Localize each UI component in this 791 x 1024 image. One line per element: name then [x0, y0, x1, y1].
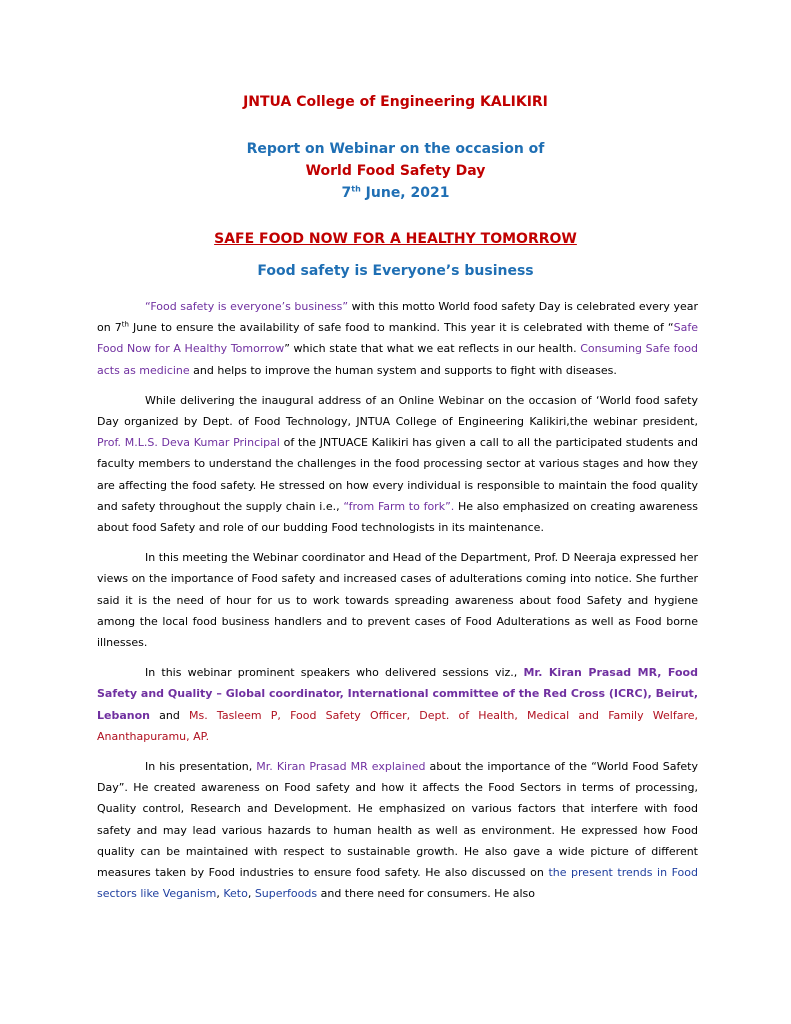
theme-heading: SAFE FOOD NOW FOR A HEALTHY TOMORROW	[214, 231, 577, 247]
text: of the JNTUACE Kalikiri has given a call to all the participated students and faculty members to understand the challenges in the food processing sector at various stages and how they are affecting the food safety. He stressed on how every individual is responsible to maintain the food quality and safety throughout the supply chain i.e.,	[97, 436, 698, 513]
keto-highlight: Keto	[223, 887, 248, 901]
text: While delivering the inaugural address of an Online Webinar on the occasion of ‘World food safety Day organized by Dept. of Food Technology, JNTUA College of Engineering Kalikiri,the webinar president,	[97, 393, 698, 429]
text: ,	[247, 887, 255, 901]
superscript: th	[121, 320, 129, 329]
event-heading: World Food Safety Day	[305, 163, 486, 179]
date-suffix: th	[351, 184, 361, 194]
principal-highlight: Prof. M.L.S. Deva Kumar Principal	[97, 436, 280, 450]
speaker-2: Ms. Tasleem P, Food Safety Officer, Dept. of Health, Medical and Family Welfare, Ananthapuramu, AP.	[97, 708, 698, 743]
theme-highlight: Safe Food Now for A Healthy Tomorrow	[97, 321, 699, 356]
text: and there need for consumers. He also	[317, 887, 535, 901]
report-heading: Report on Webinar on the occasion of	[246, 141, 545, 157]
text: In this webinar prominent speakers who delivered sessions viz.,	[145, 666, 524, 680]
date-day: 7	[341, 185, 352, 201]
text: about the importance of the “World Food Safety Day”. He created awareness on Food safety and how it affects the Food Sectors in terms of processing, Quality control, Research and Development. He emphasized on various factors that interfere with food safety and may lead various hazards to human health as well as environment. He expressed how Food quality can be maintained with respect to sustainable growth. He also gave a wide picture of different measures taken by Food industries to ensure food safety. He also discussed on	[97, 760, 698, 880]
report-body	[97, 296, 698, 913]
text: ” which state that what we eat reflects in our health.	[284, 342, 581, 356]
date-heading	[0, 185, 791, 201]
medicine-highlight: Consuming Safe food acts as medicine	[97, 342, 698, 377]
superfoods-highlight: Superfoods	[254, 887, 318, 901]
paragraph-2	[97, 390, 698, 538]
trends-highlight: the present trends in Food sectors like Veganism	[97, 866, 698, 901]
paragraph-4	[97, 662, 698, 747]
text: June to ensure the availability of safe food to mankind. This year it is celebrated with theme of “	[128, 321, 674, 335]
paragraph-1	[97, 296, 698, 381]
text: and helps to improve the human system and supports to fight with diseases.	[189, 363, 617, 377]
paragraph-3: In this meeting the Webinar coordinator and Head of the Department, Prof. D Neeraja expressed her views on the importance of Food safety and increased cases of adulterations coming into notice. She further said it is the need of hour for us to work towards spreading awareness about food Safety and hygiene among the local food business handlers and to prevent cases of Food Adulterations as well as Food borne illnesses.	[97, 551, 698, 650]
date-rest: June, 2021	[360, 185, 450, 201]
college-heading: JNTUA College of Engineering KALIKIRI	[243, 94, 548, 110]
text: and	[150, 708, 190, 722]
explained-highlight: Mr. Kiran Prasad MR explained	[256, 760, 426, 774]
text: ,	[216, 887, 224, 901]
text: He also emphasized on creating awareness about food Safety and role of our budding Food technologists in its maintenance.	[97, 499, 698, 535]
motto-quote: “Food safety is everyone’s business”	[145, 300, 349, 313]
paragraph-5	[97, 756, 698, 904]
text: with this motto World food safety Day is celebrated every year on 7	[97, 300, 698, 335]
motto-heading: Food safety is Everyone’s business	[257, 263, 534, 279]
text: In his presentation,	[145, 760, 257, 774]
speaker-1: Mr. Kiran Prasad MR, Food Safety and Quality – Global coordinator, International committee of the Red Cross (ICRC), Beirut, Lebanon	[97, 666, 698, 722]
farm-to-fork-highlight: “from Farm to fork”.	[343, 499, 455, 513]
